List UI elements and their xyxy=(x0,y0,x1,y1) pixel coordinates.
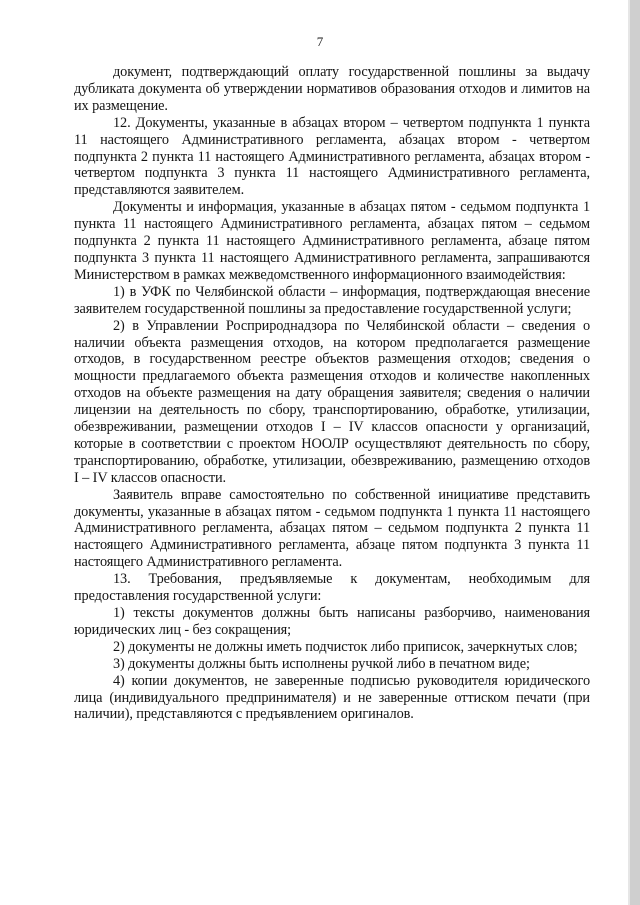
document-body xyxy=(74,64,590,723)
scan-edge xyxy=(630,0,640,905)
paragraph-requirement-2: 2) документы не должны иметь подчисток либо приписок, зачеркнутых слов; xyxy=(113,638,578,655)
paragraph-item-13: 13. Требования, предъявляемые к документам, необходимым для предоставления государственной услуги: xyxy=(74,571,590,605)
paragraph-rosprirodnadzor: 2) в Управлении Росприроднадзора по Челябинской области – сведения о наличии объекта размещения отходов, на котором предполагается размещение отходов, в государственном реестре объектов размещения отходов; сведения о мощности предлагаемого объекта размещения отходов и количестве накопленных отходов на объекте размещения на дату обращения заявителя; сведения о наличии лицензии на деятельность по сбору, транспортированию, обработке, утилизации, обезвреживании, размещении отходов I – IV классов опасности у организаций, которые в соответствии с проектом НООЛР осуществляют деятельность по сбору, транспортированию, обработке, утилизации, обезвреживанию, размещению отходов I – IV классов опасности. xyxy=(74,317,590,486)
paragraph-requirement-4: 4) копии документов, не заверенные подписью руководителя юридического лица (индивидуального предпринимателя) и не заверенные оттиском печати (при наличии), представляются с предъявлением оригиналов. xyxy=(74,672,590,723)
paragraph-interagency-request: Документы и информация, указанные в абзацах пятом - седьмом подпункта 1 пункта 11 настоящего Административного регламента, абзацах пятом – седьмом подпункта 2 пункта 11 настоящего Административного регламента, абзаце пятом подпункта 3 пункта 11 настоящего Административного регламента, запрашиваются Министерством в рамках межведомственного информационного взаимодействия: xyxy=(74,199,590,283)
paragraph-continuation: документ, подтверждающий оплату государственной пошлины за выдачу дубликата документа об утверждении нормативов образования отходов и лимитов на их размещение. xyxy=(74,64,590,114)
paragraph-ufk: 1) в УФК по Челябинской области – информация, подтверждающая внесение заявителем государственной пошлины за предоставление государственной услуги; xyxy=(74,283,590,317)
paragraph-applicant-right: Заявитель вправе самостоятельно по собственной инициативе представить документы, указанные в абзацах пятом - седьмом подпункта 1 пункта 11 настоящего Административного регламента, абзацах пятом – седьмом подпункта 2 пункта 11 настоящего Административного регламента, абзаце пятом подпункта 3 пункта 11 настоящего Административного регламента. xyxy=(74,486,590,571)
paragraph-requirement-3: 3) документы должны быть исполнены ручкой либо в печатном виде; xyxy=(113,655,530,672)
paragraph-item-12: 12. Документы, указанные в абзацах втором – четвертом подпункта 1 пункта 11 настоящего Административного регламента, абзацах втором - четвертом подпункта 2 пункта 11 настоящего Административного регламента, абзацах втором - четвертом подпункта 3 пункта 11 настоящего Административного регламента, представляются заявителем. xyxy=(74,114,590,199)
page-number: 7 xyxy=(316,34,324,49)
paragraph-requirement-1: 1) тексты документов должны быть написаны разборчиво, наименования юридических лиц - без сокращения; xyxy=(74,605,590,638)
